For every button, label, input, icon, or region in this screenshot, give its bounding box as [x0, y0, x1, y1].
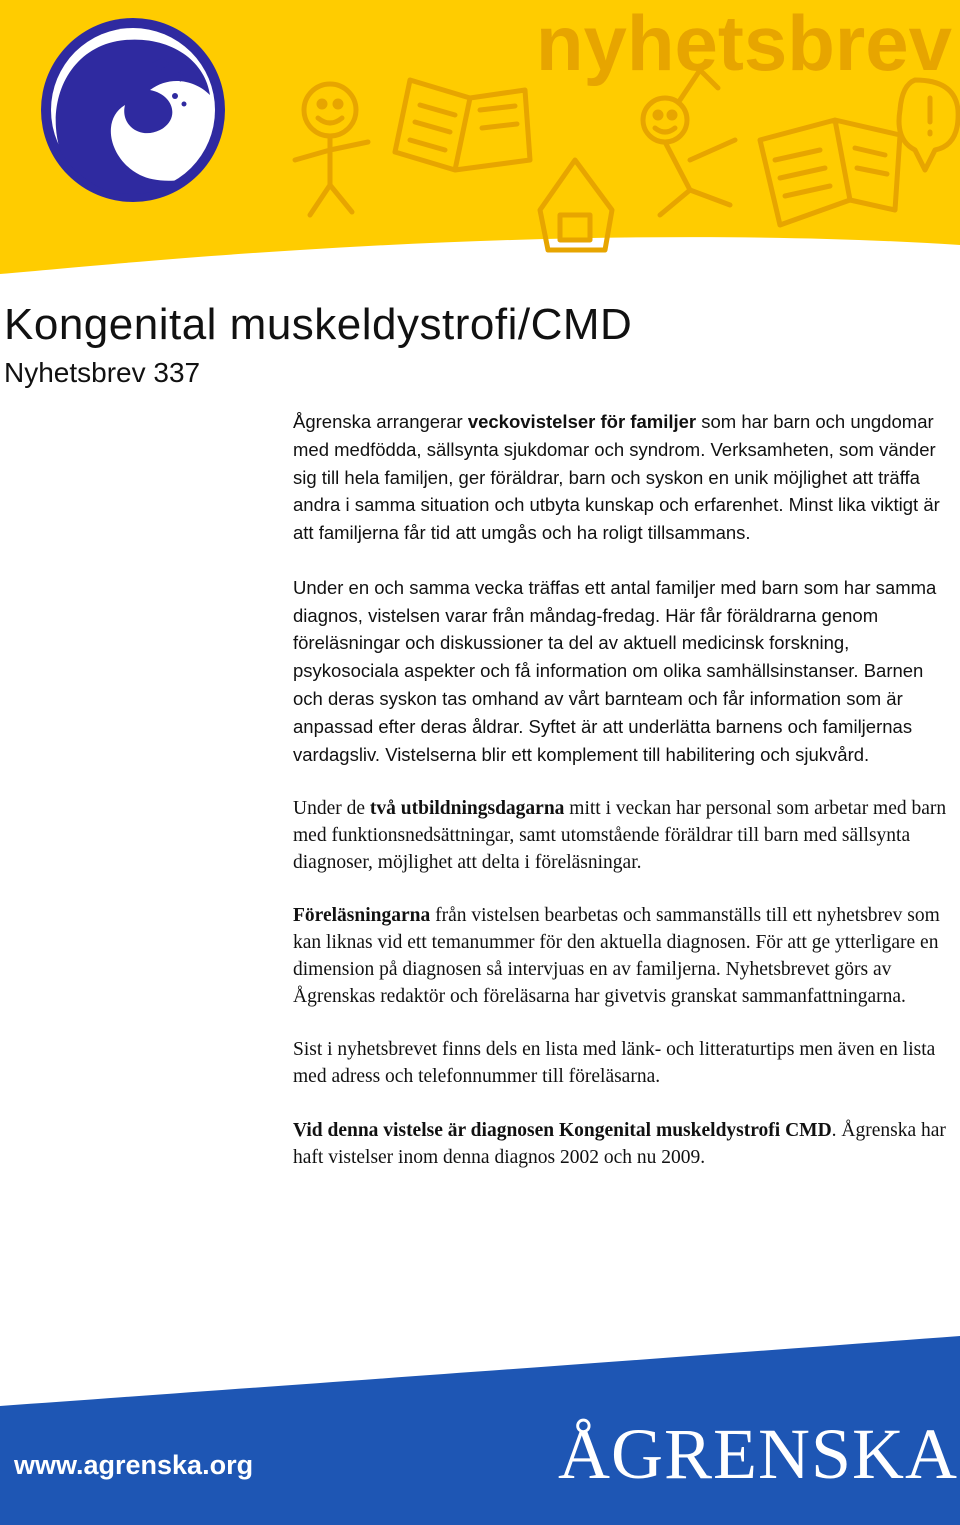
brand-logo: ÅGRENSKA [558, 1414, 959, 1494]
newsletter-number: Nyhetsbrev 337 [4, 357, 201, 388]
week-paragraph: Under en och samma vecka träffas ett antal familjer med barn som har samma diagnos, vistelsen varar från måndag-fredag. Här får föräldrarna genom föreläsningar och diskussioner ta del av aktuell medicinsk forskning, psykosociala aspekter och få information om olika samhällsinstanser. Barnen och deras syskon tas omhand av vårt barnteam och får information som är anpassad efter deras åldrar. Syftet är att underlätta barnens och familjernas vardagsliv. Vistelserna blir ett komplement till habilitering och sjukvård. [293, 576, 937, 765]
wave-logo-icon [41, 18, 225, 202]
intro-paragraph: Ågrenska arrangerar veckovistelser för familjer som har barn och ungdomar med medfödda, sällsynta sjukdomar och syndrom. Verksamheten, som vänder sig till hela familjen, ger föräldrar, barn och syskon en unik möjlighet att träffa andra i samma situation och utbyta kunskap och erfarenhet. Minst lika viktigt är att familjerna får tid att umgås och ha roligt tillsammans. [293, 411, 940, 544]
masthead-text: nyhetsbrev [535, 0, 952, 87]
header-banner [0, 0, 960, 290]
links-paragraph: Sist i nyhetsbrevet finns dels en lista med länk- och litteraturtips men även en lista med adress och telefonnummer till föreläsarna. [293, 1039, 936, 1088]
article-body [293, 409, 953, 1198]
lectures-paragraph: Föreläsningarna från vistelsen bearbetas och sammanställs till ett nyhetsbrev som kan liknas vid ett temanummer för den aktuella diagnosen. För att ge ytterligare en dimension på diagnosen så intervjuas en av familjerna. Nyhetsbrevet görs av Ågrenskas redaktör och föreläsarna har givetvis granskat sammanfattningarna. [293, 905, 940, 1007]
diagnosis-paragraph: Vid denna vistelse är diagnosen Kongenital muskeldystrofi CMD. Ågrenska har haft vistelser inom denna diagnos 2002 och nu 2009. [293, 1119, 946, 1168]
training-days-paragraph: Under de två utbildningsdagarna mitt i veckan har personal som arbetar med barn med funktionsnedsättningar, samt utomstående föräldrar till barn med sällsynta diagnoser, möjlighet att delta i föreläsningar. [293, 798, 947, 873]
page-title: Kongenital muskeldystrofi/CMD [4, 300, 633, 349]
website-link[interactable]: www.agrenska.org [14, 1450, 254, 1480]
